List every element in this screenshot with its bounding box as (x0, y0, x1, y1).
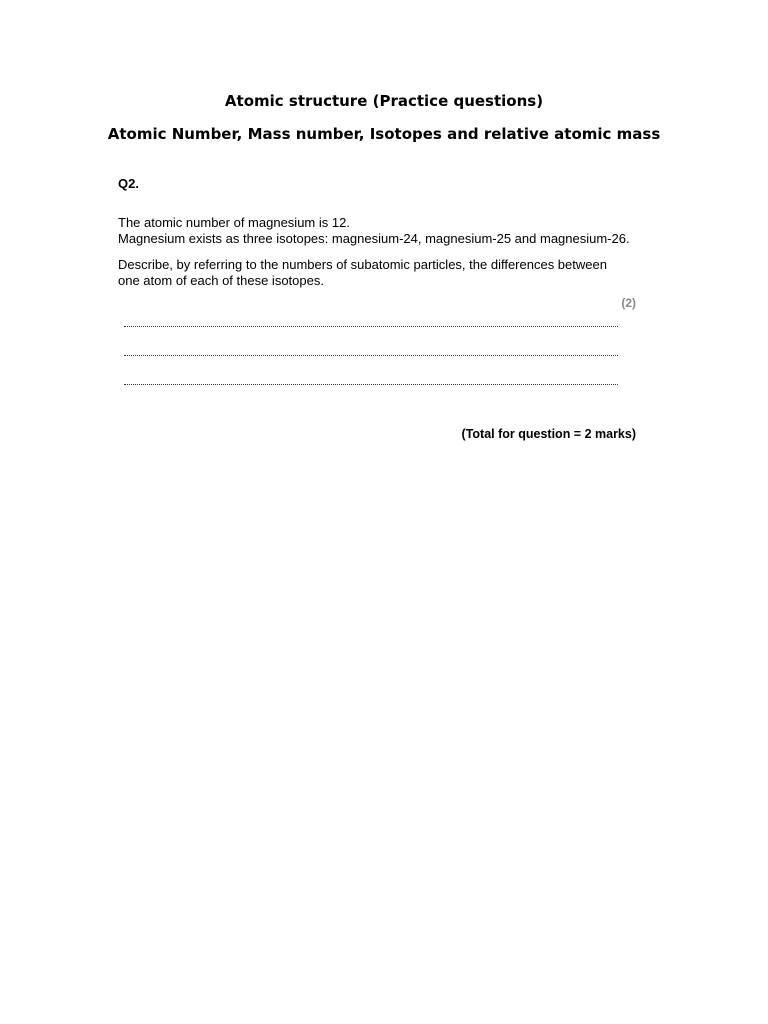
question-intro-line: Magnesium exists as three isotopes: magnesium-24, magnesium-25 and magnesium-26. (118, 231, 630, 246)
total-marks: (Total for question = 2 marks) (461, 427, 636, 441)
page-subtitle: Atomic Number, Mass number, Isotopes and relative atomic mass (107, 125, 661, 143)
question-task: Describe, by referring to the numbers of subatomic particles, the differences between one atom of each of these isotopes. (118, 257, 607, 288)
page-title: Atomic structure (Practice questions) (224, 92, 544, 110)
question-intro (118, 215, 638, 247)
answer-line[interactable] (124, 326, 618, 327)
question-number: Q2. (118, 176, 139, 191)
marks-label: (2) (621, 296, 636, 310)
question-block (118, 174, 638, 441)
question-intro-line: The atomic number of magnesium is 12. (118, 215, 350, 230)
answer-line[interactable] (124, 384, 618, 385)
answer-line[interactable] (124, 355, 618, 356)
